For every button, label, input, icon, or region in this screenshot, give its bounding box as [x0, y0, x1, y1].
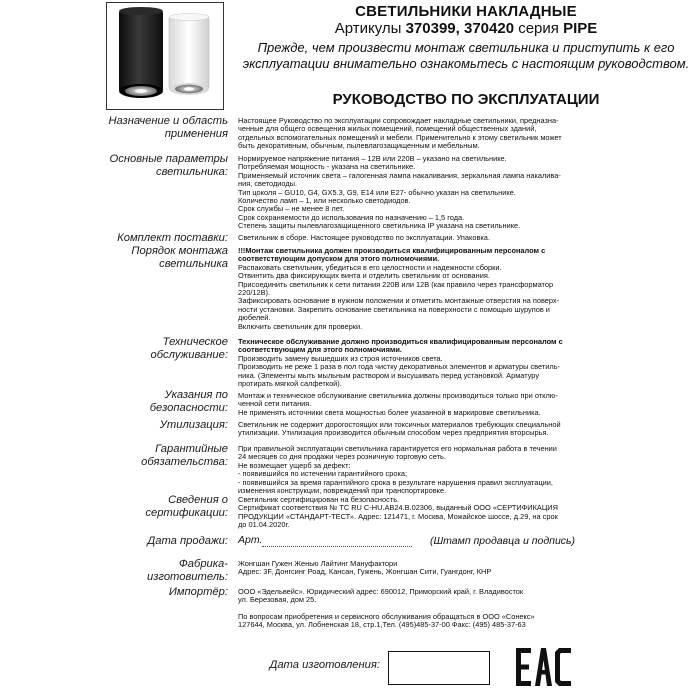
- manufacture-date-box: [388, 651, 490, 685]
- text-line: Срок службы – не менее 8 лет.: [238, 204, 345, 214]
- text-line: Тип цоколя – GU10, G4, GX5.3, G9, E14 или E27- обычно указан на светильнике.: [238, 187, 516, 197]
- label-purpose: Назначение и область применения: [108, 115, 228, 140]
- text-installation: [238, 247, 590, 331]
- series-word: серия: [514, 20, 564, 37]
- text-line: 127644, Москва, ул. Лобненская 18, стр.1,Тел. (495)485-37-00 Факс: (495) 485-37-63: [238, 620, 526, 630]
- text-line: Применяемый источник света – галогенная лампа накаливания, зеркальная лампа накалива-: [238, 170, 561, 180]
- text-service-contacts: [238, 613, 590, 630]
- text-maintenance: [238, 338, 590, 388]
- sale-article-label: Арт.: [238, 534, 263, 546]
- text-line: Зафиксировать основание в нужном положении и отметить монтажные отверстия на поверх-: [238, 296, 560, 306]
- document-title: СВЕТИЛЬНИКИ НАКЛАДНЫЕ: [355, 3, 577, 20]
- installation-warning: !!!Монтаж светильника должен производиться квалифицированным персоналом с соответствующим допуском для этого полномочиями.: [238, 246, 546, 264]
- label-certification: Сведения о сертификации:: [145, 494, 228, 519]
- article-field-line: [262, 546, 412, 547]
- text-line: Присоединить светильник к сети питания 220В или 12В (как правило через трансформатор: [238, 279, 554, 289]
- text-disposal: [238, 421, 590, 438]
- seller-stamp-note: (Штамп продавца и подпись): [430, 535, 576, 547]
- label-manufacturer: Фабрика-изготовитель:: [147, 558, 228, 583]
- manual-heading: РУКОВОДСТВО ПО ЭКСПЛУАТАЦИИ: [332, 91, 600, 108]
- label-importer: Импортёр:: [168, 586, 228, 598]
- text-line: Сертификат соответствия № ТС RU С-HU.АВ24.В.02306, выданный ООО «СЕРТИФИКАЦИЯ: [238, 503, 558, 513]
- text-line: Отвинтить два фиксирующих винта и отделить светильник от основания.: [238, 271, 490, 281]
- text-line: ности установки. Закрепить основание светильника на поверхности с помощью шурупов и: [238, 304, 550, 314]
- text-parameters: [238, 155, 590, 231]
- text-line: Жонгшан Гужен Женью Лайтинг Мануфактори: [238, 559, 398, 568]
- text-line: При правильной эксплуатации светильника гарантируется его нормальная работа в течении: [238, 444, 557, 453]
- articles-codes: 370399, 370420: [405, 20, 515, 37]
- text-line: Светильник не содержит дорогостоящих или токсичных материалов требующих специальной: [238, 420, 561, 429]
- text-line: протирать мягкой салфеткой).: [238, 379, 342, 389]
- text-line: до 01.04.2020г.: [238, 520, 290, 530]
- text-kit: [238, 234, 590, 242]
- text-line: ника. (Элементы мыть мыльным раствором и высушивать перед установкой. Арматуру: [238, 370, 540, 380]
- maintenance-warning: Техническое обслуживание должно производиться квалифицированным персоналом с соответствующим для этого полномочиями.: [238, 337, 563, 355]
- text-line: ченной сети питания.: [238, 399, 312, 409]
- text-line: Производить не реже 1 раза в пол года чистку декоративных элементов и арматуры светиль-: [238, 362, 561, 372]
- text-certification: [238, 496, 590, 530]
- label-installation: Порядок монтажа светильника: [131, 245, 228, 270]
- text-line: Включить светильник для проверки.: [238, 321, 363, 331]
- articles-prefix: Артикулы: [334, 20, 406, 37]
- label-disposal: Утилизация:: [159, 419, 228, 431]
- text-safety: [238, 392, 590, 417]
- label-maintenance: Техническое обслуживание:: [150, 336, 228, 361]
- text-line: дюбелей.: [238, 313, 271, 323]
- text-line: - появившийся по истечении гарантийного срока;: [238, 469, 408, 479]
- intro-text: Прежде, чем произвести монтаж светильника и приступить к его эксплуатации внимательно ознакомьтесь с настоящим руководством.: [242, 40, 690, 71]
- text-line: 24 месяцев со дня продажи через розничную торговую сеть.: [238, 452, 446, 462]
- text-line: Светильник сертифицирован на безопасность.: [238, 495, 400, 504]
- text-line: 220/12В).: [238, 288, 271, 298]
- text-line: Монтаж и техническое обслуживание светильника должны производиться только при отклю-: [238, 391, 558, 400]
- label-manufacture-date: Дата изготовления:: [269, 659, 380, 671]
- text-line: быть декоративным, обычным, пылевлагозащищенным и мебельным.: [238, 141, 480, 151]
- text-line: Нормируемое напряжение питания – 12В или 220В – указано на светильнике.: [238, 154, 507, 163]
- text-line: - появившийся за время гарантийного срока в результате нарушения правил эксплуатации,: [238, 477, 553, 487]
- black-lamp-image: [119, 7, 163, 98]
- text-line: утилизации. Утилизация производится обычным способом через предприятия вторсырья.: [238, 428, 549, 438]
- text-line: Адрес: 3F, Донгсинг Роад, Кансан, Гужень, Жонгшан Сити, Гуангдонг, КНР: [238, 567, 492, 577]
- text-line: Производить замену вышедших из строя источников света.: [238, 353, 443, 363]
- text-importer: [238, 588, 590, 605]
- text-line: ул. Березовая, дом 25.: [238, 595, 317, 605]
- text-line: Количество ламп – 1, или несколько светодиодов.: [238, 196, 411, 206]
- text-line: ченные для общего освещения жилых помещений, помещений общественных зданий,: [238, 124, 537, 134]
- text-line: Не применять источники света мощностью более указанной в маркировке светильника.: [238, 407, 541, 417]
- series-name: PIPE: [563, 20, 598, 37]
- text-line: Срок сохраняемости до использования по назначению – 1,5 года.: [238, 212, 465, 222]
- text-line: Не возмещает ущерб за дефект:: [238, 460, 351, 470]
- text-line: ния, светодиоды.: [238, 179, 298, 189]
- articles-line: [232, 20, 700, 37]
- label-safety: Указания по безопасности:: [149, 389, 228, 414]
- text-purpose: [238, 117, 590, 151]
- text-line: Потребляемая мощность - указана на светильнике.: [238, 162, 416, 172]
- text-line: Степень защиты пылевлагозащищенного светильника IP указана на светильнике.: [238, 221, 521, 231]
- label-kit: Комплект поставки:: [117, 232, 228, 244]
- text-line: ПРОДУКЦИИ «СТАНДАРТ-ТЕСТ». Адрес: 121471, г. Москва, Можайское шоссе, д.29, на срок: [238, 511, 558, 521]
- text-warranty: [238, 445, 590, 495]
- text-manufacturer: [238, 560, 590, 577]
- product-photo-frame: [106, 2, 224, 110]
- label-sale-date: Дата продажи:: [147, 535, 228, 547]
- text-line: Настоящее Руководство по эксплуатации сопровождает накладные светильники, предназна-: [238, 116, 559, 125]
- white-lamp-image: [169, 14, 209, 96]
- text-line: изменения конструкции, повреждений при транспортировке.: [238, 486, 447, 496]
- lamp-photo: [107, 3, 223, 109]
- label-warranty: Гарантийные обязательства:: [141, 443, 228, 468]
- label-parameters: Основные параметры светильника:: [109, 153, 228, 178]
- text-line: По вопросам приобретения и сервисного обслуживания обращаться в ООО «Сонекс»: [238, 612, 535, 621]
- eac-mark: [515, 646, 573, 693]
- text-line: Распаковать светильник, убедиться в его целостности и надежности сборки.: [238, 262, 502, 272]
- text-line: ООО «Эдельвейс». Юридический адрес: 690012, Приморский край, г. Владивосток: [238, 587, 524, 596]
- eac-logo-icon: [515, 646, 573, 688]
- text-line: Светильник в сборе. Настоящее руководство по эксплуатации. Упаковка.: [238, 233, 490, 242]
- text-line: отдельных вспомогательных помещений и мебели. Применительно к этому светильник может: [238, 132, 562, 142]
